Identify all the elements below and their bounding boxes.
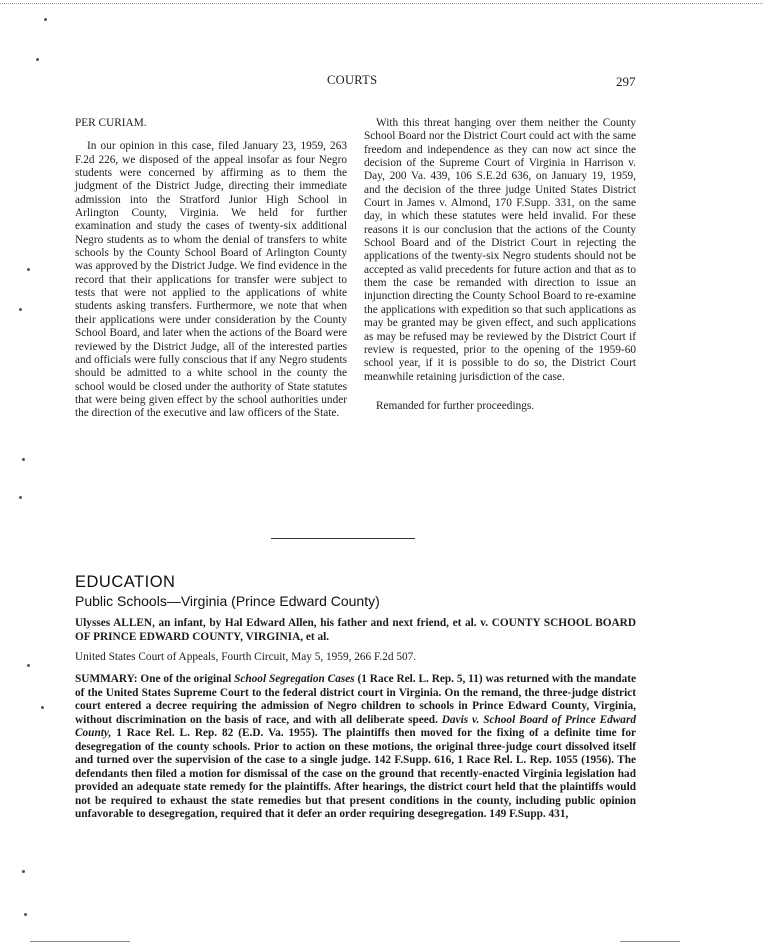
top-scan-edge (0, 3, 763, 4)
section-subheading: Public Schools—Virginia (Prince Edward County) (75, 593, 380, 609)
summary-label: SUMMARY: (75, 673, 138, 685)
remanded-line: Remanded for further proceedings. (376, 399, 535, 412)
opinion-paragraph: In our opinion in this case, filed January 23, 1959, 263 F.2d 226, we disposed of the appeal insofar as four Negro students were concerned by affirming as to them the judgment of the District Judge, directing their immediate admission into the Stratford Junior High School in Arlington County, Virginia. We held for further examination and study the cases of twenty-six additional Negro students as to whom the denial of transfers to white schools by the County School Board of Arlington County was approved by the District Judge. We find evidence in the record that their applications for transfer were subject to tests that were not applied to the applications of white students asking transfers. Furthermore, we note that when their applications were under consideration by the County School Board, and later when the actions of the Board were reviewed by the District Judge, all of the interested parties and officials were fully conscious that if any Negro students should be admitted to a white school in the county the school would be closed under the authority of State statutes that were being given effect by the school authorities under the direction of the executive and law officers of the State. (75, 140, 347, 420)
scan-speck (44, 18, 47, 21)
scan-speck (27, 664, 30, 667)
scan-speck (24, 913, 27, 916)
per-curiam-heading: PER CURIAM. (75, 117, 147, 129)
page-number: 297 (616, 74, 636, 89)
scan-speck (19, 496, 22, 499)
bottom-scan-edge (620, 941, 680, 942)
scan-speck (36, 58, 39, 61)
summary-text: 1 Race Rel. L. Rep. 82 (E.D. Va. 1955). The plaintiffs then moved for the fixing of a definite time for desegregation of the county schools. Prior to action on these motions, the original three-judge court dissolved itself and turned over the supervision of the case to a single judge. 142 F.Supp. 616, 1 Race Rel. L. Rep. 1055 (1956). The defendants then filed a motion for dismissal of the case on the ground that recently-enacted Virginia legislation had provided an adequate state remedy for the plaintiffs. After hearings, the district court held that the plaintiffs would not be required to exhaust the state remedies but that present conditions in the county, including public opinion unfavorable to desegregation, required that it defer an order requiring desegregation. 149 F.Supp. 431, (75, 727, 636, 820)
opinion-continuation: With this threat hanging over them neither the County School Board nor the District Court could act with the same freedom and independence as they can now act since the decision of the Supreme Court of Virginia in Harrison v. Day, 200 Va. 439, 106 S.E.2d 636, on January 19, 1959, and the decision of the three judge United States District Court in James v. Almond, 170 F.Supp. 331, on the same day, in which these statutes were held invalid. For these reasons it is our conclusion that the actions of the County School Board and of the District Court in rejecting the applications of the twenty-six Negro students should not be accepted as valid precedents for future action and that as to them the case be remanded with direction to issue an injunction directing the County School Board to re-examine the applications with expedition so that such applications as may be granted may be given effect, and such applications as may be refused may be reviewed by the District Court if review is requested, prior to the opening of the 1959-60 school year, if it is possible to do so, the District Court meanwhile retaining jurisdiction of the case. (364, 117, 636, 383)
summary-text: (1 Race Rel. L. Rep. 5, 11) was returned with the mandate of the United States Supreme Court to the federal district court in Virginia. On the remand, the three-judge district court entered a decree requiring the admission of Negro children to schools in Prince Edward County, Virginia, without discrimination on the basis of race, and with all deliberate speed. (75, 673, 636, 726)
scan-speck (22, 458, 25, 461)
right-column (364, 117, 636, 413)
scan-speck (19, 308, 22, 311)
bottom-scan-edge (30, 941, 130, 942)
court-citation: United States Court of Appeals, Fourth Circuit, May 5, 1959, 266 F.2d 507. (75, 651, 417, 663)
summary-case-name: Davis v. School Board of Prince Edward County, (75, 713, 636, 739)
section-divider (271, 538, 415, 539)
scan-speck (27, 268, 30, 271)
running-head: COURTS (327, 73, 378, 87)
scan-speck (41, 706, 44, 709)
summary-case-name: School Segregation Cases (234, 673, 355, 685)
case-summary (75, 673, 636, 822)
summary-text: One of the original (137, 673, 235, 685)
case-caption: Ulysses ALLEN, an infant, by Hal Edward Allen, his father and next friend, et al. v. COUNTY SCHOOL BOARD OF PRINCE EDWARD COUNTY, VIRGINIA, et al. (75, 617, 636, 643)
section-heading: EDUCATION (75, 573, 176, 591)
left-column (75, 117, 347, 421)
scan-speck (22, 870, 25, 873)
